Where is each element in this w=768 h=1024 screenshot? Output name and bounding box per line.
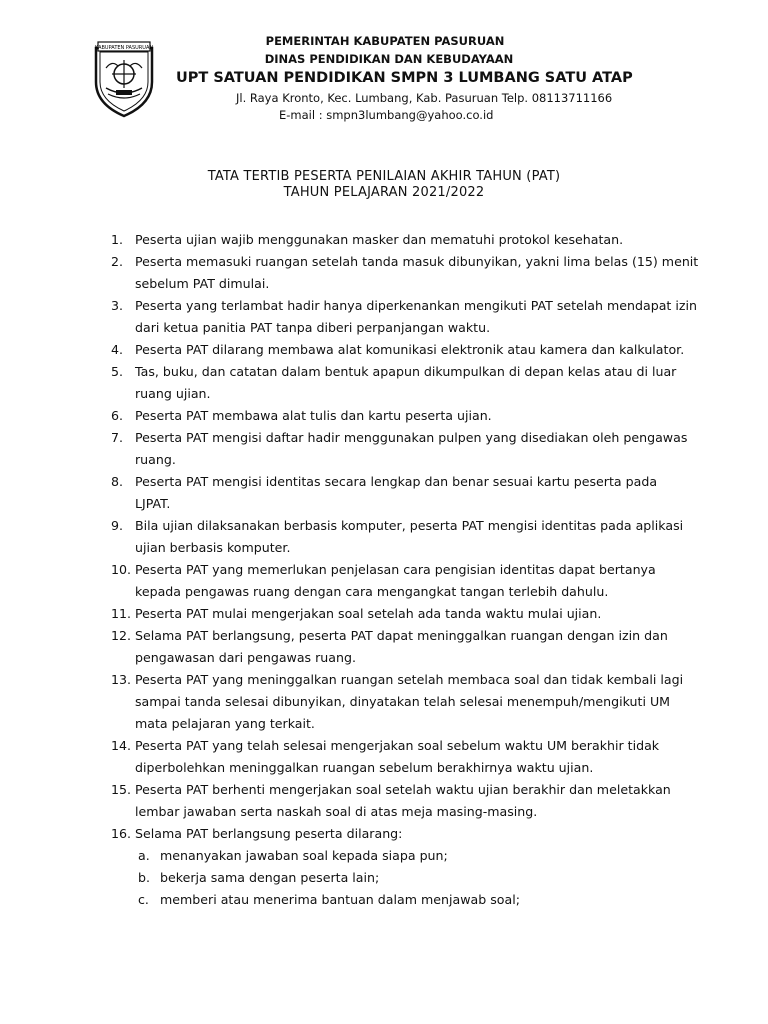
rule-text: Peserta PAT yang meninggalkan ruangan setelah membaca soal dan tidak kembali lagi: [135, 672, 684, 687]
rule-item: [0, 361, 768, 405]
prohibitions-list: [0, 845, 768, 911]
department-name: DINAS PENDIDIKAN DAN KEBUDAYAAN: [264, 52, 514, 66]
rule-item: [0, 471, 768, 515]
rule-number: 9.: [111, 518, 124, 533]
prohibition-letter: a.: [138, 848, 150, 863]
rule-item: [0, 603, 768, 625]
rule-text: Peserta PAT membawa alat tulis dan kartu peserta ujian.: [135, 408, 492, 423]
rule-text: sampai tanda selesai dibunyikan, dinyatakan telah selesai menempuh/mengikuti UM: [135, 694, 671, 709]
rule-number: 8.: [111, 474, 124, 489]
rule-number: 11.: [111, 606, 132, 621]
rule-number: 1.: [111, 232, 124, 247]
rule-text: Peserta PAT mulai mengerjakan soal setelah ada tanda waktu mulai ujian.: [135, 606, 602, 621]
prohibition-item: [0, 845, 768, 867]
rule-item: [0, 339, 768, 361]
rule-item: [0, 251, 768, 295]
rule-text: LJPAT.: [135, 496, 171, 511]
prohibition-letter: c.: [138, 892, 149, 907]
document-subtitle: TAHUN PELAJARAN 2021/2022: [283, 185, 485, 200]
rules-list: [0, 229, 768, 911]
rule-item: [0, 405, 768, 427]
rule-text: mata pelajaran yang terkait.: [135, 716, 315, 731]
rule-number: 6.: [111, 408, 124, 423]
rule-text: ruang ujian.: [135, 386, 211, 401]
school-email: E-mail : smpn3lumbang@yahoo.co.id: [279, 108, 494, 122]
prohibition-item: [0, 889, 768, 911]
rule-text: diperbolehkan meninggalkan ruangan sebelum berakhirnya waktu ujian.: [135, 760, 594, 775]
rule-number: 14.: [111, 738, 132, 753]
rule-item: [0, 295, 768, 339]
logo-text: KABUPATEN PASURUAN: [94, 45, 154, 51]
rule-text: Bila ujian dilaksanakan berbasis komputer, peserta PAT mengisi identitas pada aplikasi: [135, 518, 684, 533]
rule-text: ujian berbasis komputer.: [135, 540, 291, 555]
rule-item: [0, 779, 768, 823]
rule-item: [0, 823, 768, 911]
rule-text: Selama PAT berlangsung peserta dilarang:: [135, 826, 403, 841]
rule-item: [0, 515, 768, 559]
prohibition-text: bekerja sama dengan peserta lain;: [160, 870, 380, 885]
rule-text: Peserta PAT yang telah selesai mengerjakan soal sebelum waktu UM berakhir tidak: [135, 738, 660, 753]
rule-item: [0, 427, 768, 471]
rule-item: [0, 735, 768, 779]
rule-text: Tas, buku, dan catatan dalam bentuk apapun dikumpulkan di depan kelas atau di luar: [135, 364, 677, 379]
rule-number: 4.: [111, 342, 124, 357]
rule-number: 10.: [111, 562, 132, 577]
rule-text: Peserta PAT mengisi daftar hadir menggunakan pulpen yang disediakan oleh pengawas: [135, 430, 688, 445]
rule-text: Peserta memasuki ruangan setelah tanda masuk dibunyikan, yakni lima belas (15) menit: [135, 254, 699, 269]
rule-text: Peserta PAT yang memerlukan penjelasan cara pengisian identitas dapat bertanya: [135, 562, 656, 577]
government-name: PEMERINTAH KABUPATEN PASURUAN: [265, 34, 505, 48]
prohibition-item: [0, 867, 768, 889]
rule-item: [0, 229, 768, 251]
regency-logo: [92, 38, 156, 118]
rule-text: lembar jawaban serta naskah soal di atas meja masing-masing.: [135, 804, 538, 819]
rule-number: 13.: [111, 672, 132, 687]
rule-text: pengawasan dari pengawas ruang.: [135, 650, 356, 665]
rule-number: 7.: [111, 430, 124, 445]
rule-text: kepada pengawas ruang dengan cara mengangkat tangan terlebih dahulu.: [135, 584, 609, 599]
rule-text: Peserta PAT mengisi identitas secara lengkap dan benar sesuai kartu peserta pada: [135, 474, 658, 489]
prohibition-text: menanyakan jawaban soal kepada siapa pun;: [160, 848, 448, 863]
rule-item: [0, 559, 768, 603]
rule-text: ruang.: [135, 452, 176, 467]
rule-number: 2.: [111, 254, 124, 269]
rule-number: 5.: [111, 364, 124, 379]
rule-number: 12.: [111, 628, 132, 643]
rule-text: Peserta PAT dilarang membawa alat komunikasi elektronik atau kamera dan kalkulator.: [135, 342, 685, 357]
document-title: TATA TERTIB PESERTA PENILAIAN AKHIR TAHUN (PAT): [207, 169, 561, 184]
school-unit-name: UPT SATUAN PENDIDIKAN SMPN 3 LUMBANG SATU ATAP: [176, 70, 633, 86]
rule-text: sebelum PAT dimulai.: [135, 276, 270, 291]
rule-number: 16.: [111, 826, 132, 841]
rule-item: [0, 625, 768, 669]
rule-text: dari ketua panitia PAT tanpa diberi perpanjangan waktu.: [135, 320, 491, 335]
prohibition-text: memberi atau menerima bantuan dalam menjawab soal;: [160, 892, 520, 907]
rule-number: 3.: [111, 298, 124, 313]
rule-text: Peserta PAT berhenti mengerjakan soal setelah waktu ujian berakhir dan meletakkan: [135, 782, 671, 797]
rule-item: [0, 669, 768, 735]
prohibition-letter: b.: [138, 870, 150, 885]
rule-number: 15.: [111, 782, 132, 797]
rule-text: Peserta ujian wajib menggunakan masker dan mematuhi protokol kesehatan.: [135, 232, 624, 247]
rule-text: Peserta yang terlambat hadir hanya diperkenankan mengikuti PAT setelah mendapat izin: [135, 298, 697, 313]
school-address: Jl. Raya Kronto, Kec. Lumbang, Kab. Pasuruan Telp. 08113711166: [236, 91, 613, 105]
rule-text: Selama PAT berlangsung, peserta PAT dapat meninggalkan ruangan dengan izin dan: [135, 628, 668, 643]
